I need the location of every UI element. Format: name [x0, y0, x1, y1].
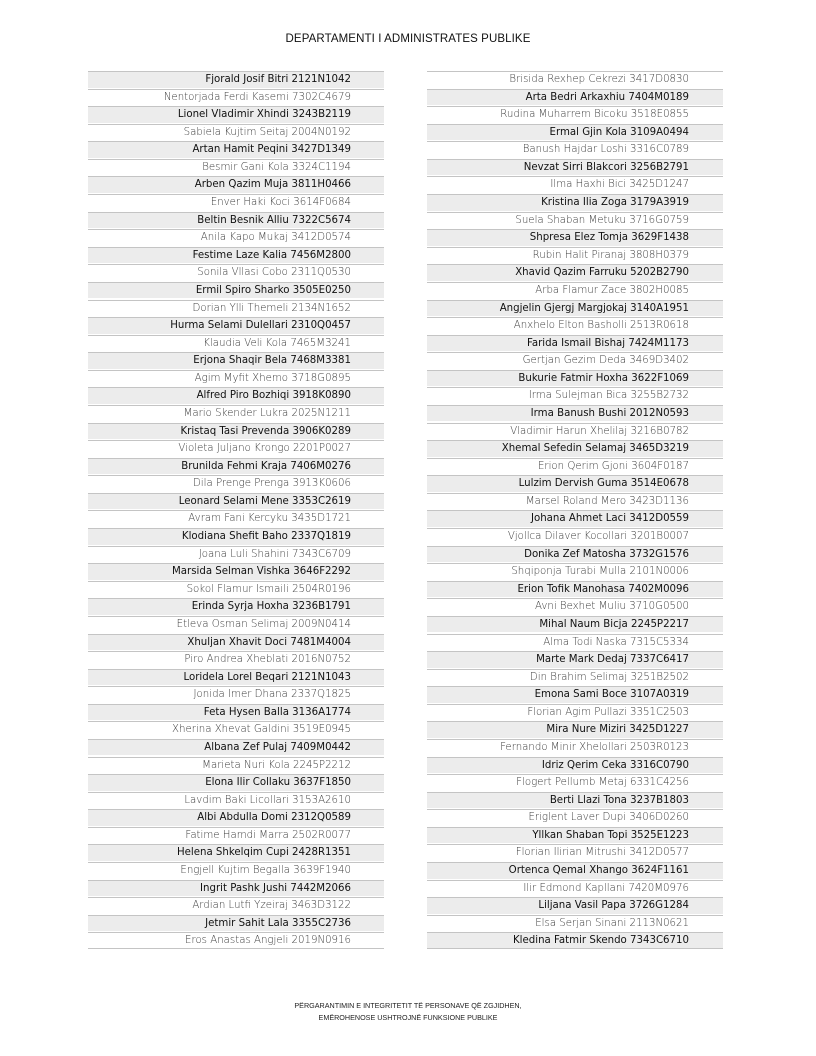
list-item: Jonida Imer Dhana 2337Q1825	[88, 686, 384, 703]
left-name-list	[88, 71, 384, 950]
list-item: Anila Kapo Mukaj 3412D0574	[88, 229, 384, 246]
list-item: Sokol Flamur Ismaili 2504R0196	[88, 581, 384, 598]
list-item: Enver Haki Koci 3614F0684	[88, 194, 384, 211]
list-item: Vladimir Harun Xhelilaj 3216B0782	[427, 423, 723, 440]
list-item: Brisida Rexhep Cekrezi 3417D0830	[427, 71, 723, 88]
list-item: Shpresa Elez Tomja 3629F1438	[427, 229, 723, 246]
list-item: Xhuljan Xhavit Doci 7481M4004	[88, 634, 384, 651]
list-item: Flogert Pellumb Metaj 6331C4256	[427, 774, 723, 791]
list-item: Jetmir Sahit Lala 3355C2736	[88, 915, 384, 932]
list-item: Albana Zef Pulaj 7409M0442	[88, 739, 384, 756]
list-item: Yllkan Shaban Topi 3525E1223	[427, 827, 723, 844]
list-item: Elsa Serjan Sinani 2113N0621	[427, 915, 723, 932]
list-item: Fjorald Josif Bitri 2121N1042	[88, 71, 384, 88]
list-item: Ilir Edmond Kapllani 7420M0976	[427, 880, 723, 897]
list-item: Besmir Gani Kola 3324C1194	[88, 159, 384, 176]
right-name-list	[427, 71, 723, 950]
list-item: Idriz Qerim Ceka 3316C0790	[427, 757, 723, 774]
list-item: Gertjan Gezim Deda 3469D3402	[427, 352, 723, 369]
list-item: Angjelin Gjergj Margjokaj 3140A1951	[427, 300, 723, 317]
list-item: Albi Abdulla Domi 2312Q0589	[88, 809, 384, 826]
list-item: Festime Laze Kalia 7456M2800	[88, 247, 384, 264]
list-item: Brunilda Fehmi Kraja 7406M0276	[88, 458, 384, 475]
list-item: Avram Fani Kercyku 3435D1721	[88, 510, 384, 527]
list-item: Bukurie Fatmir Hoxha 3622F1069	[427, 370, 723, 387]
list-item: Fernando Minir Xhelollari 2503R0123	[427, 739, 723, 756]
list-item: Dorian Ylli Themeli 2134N1652	[88, 300, 384, 317]
list-item: Marte Mark Dedaj 7337C6417	[427, 651, 723, 668]
list-item: Ortenca Qemal Xhango 3624F1161	[427, 862, 723, 879]
footer	[0, 1000, 816, 1024]
list-item: Beltin Besnik Alliu 7322C5674	[88, 212, 384, 229]
list-item: Leonard Selami Mene 3353C2619	[88, 493, 384, 510]
list-item: Ardian Lutfi Yzeiraj 3463D3122	[88, 897, 384, 914]
list-item: Suela Shaban Metuku 3716G0759	[427, 212, 723, 229]
list-item: Engjell Kujtim Begalla 3639F1940	[88, 862, 384, 879]
list-item: Irma Banush Bushi 2012N0593	[427, 405, 723, 422]
list-item: Feta Hysen Balla 3136A1774	[88, 704, 384, 721]
list-item: Kristina Ilia Zoga 3179A3919	[427, 194, 723, 211]
list-item: Elona Ilir Collaku 3637F1850	[88, 774, 384, 791]
list-item: Liljana Vasil Papa 3726G1284	[427, 897, 723, 914]
list-item: Lionel Vladimir Xhindi 3243B2119	[88, 106, 384, 123]
list-item: Banush Hajdar Loshi 3316C0789	[427, 141, 723, 158]
list-item: Arba Flamur Zace 3802H0085	[427, 282, 723, 299]
list-item: Mihal Naum Bicja 2245P2217	[427, 616, 723, 633]
list-item: Farida Ismail Bishaj 7424M1173	[427, 335, 723, 352]
list-item: Mira Nure Miziri 3425D1227	[427, 721, 723, 738]
list-item: Rudina Muharrem Bicoku 3518E0855	[427, 106, 723, 123]
list-item: Sabiela Kujtim Seitaj 2004N0192	[88, 124, 384, 141]
list-item: Mario Skender Lukra 2025N1211	[88, 405, 384, 422]
list-item: Joana Luli Shahini 7343C6709	[88, 546, 384, 563]
list-item: Lulzim Dervish Guma 3514E0678	[427, 475, 723, 492]
list-item: Ermal Gjin Kola 3109A0494	[427, 124, 723, 141]
list-item: Din Brahim Selimaj 3251B2502	[427, 669, 723, 686]
list-item: Avni Bexhet Muliu 3710G0500	[427, 598, 723, 615]
list-item: Ingrit Pashk Jushi 7442M2066	[88, 880, 384, 897]
list-item: Arben Qazim Muja 3811H0466	[88, 176, 384, 193]
list-item: Kristaq Tasi Prevenda 3906K0289	[88, 423, 384, 440]
list-item: Florian Ilirian Mitrushi 3412D0577	[427, 844, 723, 861]
list-item: Emona Sami Boce 3107A0319	[427, 686, 723, 703]
list-item: Eriglent Laver Dupi 3406D0260	[427, 809, 723, 826]
list-item: Anxhelo Elton Basholli 2513R0618	[427, 317, 723, 334]
list-item: Berti Llazi Tona 3237B1803	[427, 792, 723, 809]
page-title: DEPARTAMENTI I ADMINISTRATES PUBLIKE	[285, 33, 531, 45]
list-item: Violeta Juljano Krongo 2201P0027	[88, 440, 384, 457]
list-item: Alfred Piro Bozhiqi 3918K0890	[88, 387, 384, 404]
list-item: Artan Hamit Peqini 3427D1349	[88, 141, 384, 158]
list-item: Alma Todi Naska 7315C5334	[427, 634, 723, 651]
list-item: Nevzat Sirri Blakcori 3256B2791	[427, 159, 723, 176]
list-item: Eros Anastas Angjeli 2019N0916	[88, 932, 384, 949]
footer-line-2: EMËROHENOSE USHTROJNË FUNKSIONE PUBLIKE	[318, 1013, 498, 1022]
list-item: Lavdim Baki Licollari 3153A2610	[88, 792, 384, 809]
list-item: Etleva Osman Selimaj 2009N0414	[88, 616, 384, 633]
list-item: Marsida Selman Vishka 3646F2292	[88, 563, 384, 580]
list-item: Erion Tofik Manohasa 7402M0096	[427, 581, 723, 598]
list-item: Loridela Lorel Beqari 2121N1043	[88, 669, 384, 686]
list-item: Xhavid Qazim Farruku 5202B2790	[427, 264, 723, 281]
list-item: Klodiana Shefit Baho 2337Q1819	[88, 528, 384, 545]
list-item: Irma Sulejman Bica 3255B2732	[427, 387, 723, 404]
list-item: Rubin Halit Piranaj 3808H0379	[427, 247, 723, 264]
list-item: Kledina Fatmir Skendo 7343C6710	[427, 932, 723, 949]
footer-line-1: PËRGARANTIMIN E INTEGRITETIT TË PERSONAVE QË ZGJIDHEN,	[294, 1001, 522, 1010]
list-item: Xhemal Sefedin Selamaj 3465D3219	[427, 440, 723, 457]
list-item: Hurma Selami Dulellari 2310Q0457	[88, 317, 384, 334]
list-item: Piro Andrea Xheblati 2016N0752	[88, 651, 384, 668]
list-item: Marsel Roland Mero 3423D1136	[427, 493, 723, 510]
list-item: Agim Myfit Xhemo 3718G0895	[88, 370, 384, 387]
list-item: Ermil Spiro Sharko 3505E0250	[88, 282, 384, 299]
list-item: Shqiponja Turabi Mulla 2101N0006	[427, 563, 723, 580]
list-item: Fatime Hamdi Marra 2502R0077	[88, 827, 384, 844]
list-item: Klaudia Veli Kola 7465M3241	[88, 335, 384, 352]
list-item: Erjona Shaqir Bela 7468M3381	[88, 352, 384, 369]
list-item: Marieta Nuri Kola 2245P2212	[88, 757, 384, 774]
list-item: Erion Qerim Gjoni 3604F0187	[427, 458, 723, 475]
list-item: Nentorjada Ferdi Kasemi 7302C4679	[88, 89, 384, 106]
list-item: Ilma Haxhi Bici 3425D1247	[427, 176, 723, 193]
list-item: Erinda Syrja Hoxha 3236B1791	[88, 598, 384, 615]
list-item: Dila Prenge Prenga 3913K0606	[88, 475, 384, 492]
list-item: Sonila Vllasi Cobo 2311Q0530	[88, 264, 384, 281]
list-item: Xherina Xhevat Galdini 3519E0945	[88, 721, 384, 738]
list-item: Helena Shkelqim Cupi 2428R1351	[88, 844, 384, 861]
list-item: Donika Zef Matosha 3732G1576	[427, 546, 723, 563]
list-item: Arta Bedri Arkaxhiu 7404M0189	[427, 89, 723, 106]
list-item: Florian Agim Pullazi 3351C2503	[427, 704, 723, 721]
list-item: Johana Ahmet Laci 3412D0559	[427, 510, 723, 527]
list-item: Vjollca Dilaver Kocollari 3201B0007	[427, 528, 723, 545]
